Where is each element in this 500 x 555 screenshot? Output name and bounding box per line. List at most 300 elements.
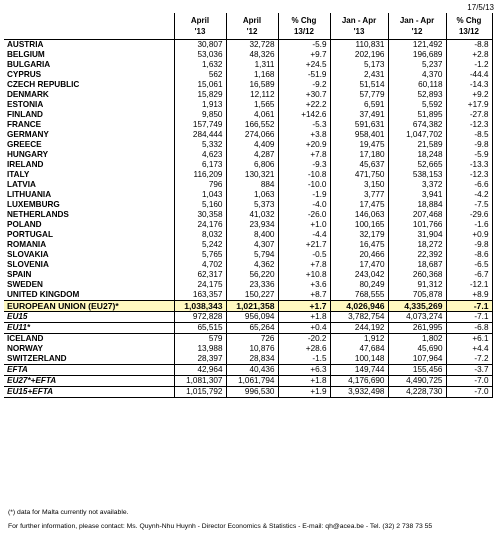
value-cell: 16,475 — [330, 240, 388, 250]
value-cell: -7.0 — [446, 387, 492, 398]
value-cell: 726 — [226, 334, 278, 345]
value-cell: +3.6 — [278, 280, 330, 290]
value-cell: 30,807 — [174, 40, 226, 51]
table-row — [4, 354, 492, 365]
value-cell: 16,589 — [226, 80, 278, 90]
value-cell: 5,237 — [388, 60, 446, 70]
value-cell: 13,988 — [174, 344, 226, 354]
value-cell: 4,073,274 — [388, 312, 446, 323]
value-cell: 1,311 — [226, 60, 278, 70]
value-cell: 15,829 — [174, 90, 226, 100]
value-cell: -10.0 — [278, 180, 330, 190]
value-cell: 65,515 — [174, 323, 226, 334]
header-row-1 — [4, 13, 492, 26]
value-cell: 37,491 — [330, 110, 388, 120]
value-cell: 28,834 — [226, 354, 278, 365]
value-cell: 60,118 — [388, 80, 446, 90]
value-cell: 4,702 — [174, 260, 226, 270]
country-cell: FRANCE — [4, 120, 174, 130]
value-cell: 9,850 — [174, 110, 226, 120]
value-cell: 57,779 — [330, 90, 388, 100]
value-cell: 5,160 — [174, 200, 226, 210]
value-cell: 22,392 — [388, 250, 446, 260]
value-cell: 591,631 — [330, 120, 388, 130]
value-cell: -9.2 — [278, 80, 330, 90]
value-cell: 157,749 — [174, 120, 226, 130]
value-cell: +1.7 — [278, 301, 330, 312]
value-cell: 101,766 — [388, 220, 446, 230]
header-cell: % Chg — [446, 13, 492, 26]
value-cell: -4.2 — [446, 190, 492, 200]
value-cell: +6.3 — [278, 365, 330, 376]
value-cell: 4,623 — [174, 150, 226, 160]
table-row — [4, 270, 492, 280]
value-cell: +8.9 — [446, 290, 492, 301]
value-cell: -5.9 — [278, 40, 330, 51]
table-body — [4, 40, 492, 398]
table-row — [4, 130, 492, 140]
value-cell: 51,895 — [388, 110, 446, 120]
value-cell: 12,112 — [226, 90, 278, 100]
table-row — [4, 190, 492, 200]
value-cell: -4.4 — [278, 230, 330, 240]
value-cell: 284,444 — [174, 130, 226, 140]
header-cell: Jan - Apr — [388, 13, 446, 26]
value-cell: 261,995 — [388, 323, 446, 334]
value-cell: +142.6 — [278, 110, 330, 120]
value-cell: 796 — [174, 180, 226, 190]
value-cell: 3,777 — [330, 190, 388, 200]
value-cell: 3,932,498 — [330, 387, 388, 398]
value-cell: 150,227 — [226, 290, 278, 301]
value-cell: 28,397 — [174, 354, 226, 365]
header-cell — [4, 13, 174, 26]
value-cell: +10.8 — [278, 270, 330, 280]
value-cell: -8.8 — [446, 40, 492, 51]
report-date: 17/5/13 — [467, 3, 494, 12]
value-cell: 538,153 — [388, 170, 446, 180]
table-row — [4, 140, 492, 150]
value-cell: 1,565 — [226, 100, 278, 110]
value-cell: 5,765 — [174, 250, 226, 260]
value-cell: 4,490,725 — [388, 376, 446, 387]
value-cell: 52,893 — [388, 90, 446, 100]
value-cell: -13.3 — [446, 160, 492, 170]
value-cell: -7.1 — [446, 312, 492, 323]
table-row — [4, 376, 492, 387]
value-cell: 1,168 — [226, 70, 278, 80]
value-cell: +7.8 — [278, 150, 330, 160]
value-cell: -14.3 — [446, 80, 492, 90]
value-cell: 4,307 — [226, 240, 278, 250]
table-header — [4, 13, 492, 40]
value-cell: +1.9 — [278, 387, 330, 398]
country-cell: CZECH REPUBLIC — [4, 80, 174, 90]
value-cell: 40,436 — [226, 365, 278, 376]
value-cell: 562 — [174, 70, 226, 80]
value-cell: 1,021,358 — [226, 301, 278, 312]
value-cell: 52,665 — [388, 160, 446, 170]
value-cell: 47,684 — [330, 344, 388, 354]
country-cell: IRELAND — [4, 160, 174, 170]
country-cell: SWEDEN — [4, 280, 174, 290]
value-cell: 23,336 — [226, 280, 278, 290]
value-cell: 4,287 — [226, 150, 278, 160]
value-cell: 91,312 — [388, 280, 446, 290]
value-cell: 4,409 — [226, 140, 278, 150]
value-cell: 3,941 — [388, 190, 446, 200]
country-cell: NETHERLANDS — [4, 210, 174, 220]
country-cell: LITHUANIA — [4, 190, 174, 200]
value-cell: 116,209 — [174, 170, 226, 180]
header-cell: April — [174, 13, 226, 26]
value-cell: 3,782,754 — [330, 312, 388, 323]
table-row — [4, 60, 492, 70]
value-cell: 4,228,730 — [388, 387, 446, 398]
header-cell — [4, 26, 174, 40]
value-cell: +22.2 — [278, 100, 330, 110]
value-cell: 207,468 — [388, 210, 446, 220]
value-cell: 1,038,343 — [174, 301, 226, 312]
country-cell: ESTONIA — [4, 100, 174, 110]
country-cell: BELGIUM — [4, 50, 174, 60]
registrations-table — [4, 13, 493, 398]
value-cell: -29.6 — [446, 210, 492, 220]
value-cell: 274,066 — [226, 130, 278, 140]
value-cell: 5,173 — [330, 60, 388, 70]
value-cell: 100,148 — [330, 354, 388, 365]
value-cell: +0.4 — [278, 323, 330, 334]
country-cell: ROMANIA — [4, 240, 174, 250]
table-row — [4, 301, 492, 312]
value-cell: 6,173 — [174, 160, 226, 170]
header-cell: '13 — [330, 26, 388, 40]
country-cell: EUROPEAN UNION (EU27)* — [4, 301, 174, 312]
header-cell: April — [226, 13, 278, 26]
value-cell: 17,475 — [330, 200, 388, 210]
value-cell: 196,689 — [388, 50, 446, 60]
value-cell: 48,326 — [226, 50, 278, 60]
value-cell: 20,466 — [330, 250, 388, 260]
value-cell: 15,061 — [174, 80, 226, 90]
value-cell: -1.2 — [446, 60, 492, 70]
table-row — [4, 70, 492, 80]
value-cell: -12.1 — [446, 280, 492, 290]
value-cell: 17,470 — [330, 260, 388, 270]
table-row — [4, 312, 492, 323]
country-cell: AUSTRIA — [4, 40, 174, 51]
value-cell: -6.5 — [446, 260, 492, 270]
value-cell: -6.8 — [446, 323, 492, 334]
table-row — [4, 40, 492, 51]
value-cell: -1.9 — [278, 190, 330, 200]
header-cell: '13 — [174, 26, 226, 40]
value-cell: 121,492 — [388, 40, 446, 51]
table-row — [4, 334, 492, 345]
value-cell: -10.8 — [278, 170, 330, 180]
value-cell: 5,794 — [226, 250, 278, 260]
value-cell: 243,042 — [330, 270, 388, 280]
value-cell: 996,530 — [226, 387, 278, 398]
value-cell: 18,272 — [388, 240, 446, 250]
value-cell: 17,180 — [330, 150, 388, 160]
value-cell: 705,878 — [388, 290, 446, 301]
value-cell: +2.8 — [446, 50, 492, 60]
value-cell: 42,964 — [174, 365, 226, 376]
value-cell: 10,876 — [226, 344, 278, 354]
value-cell: -12.3 — [446, 170, 492, 180]
value-cell: -3.7 — [446, 365, 492, 376]
country-cell: HUNGARY — [4, 150, 174, 160]
value-cell: -5.3 — [278, 120, 330, 130]
value-cell: 5,242 — [174, 240, 226, 250]
table-row — [4, 210, 492, 220]
header-cell: '12 — [388, 26, 446, 40]
value-cell: 6,591 — [330, 100, 388, 110]
value-cell: 45,637 — [330, 160, 388, 170]
value-cell: 2,431 — [330, 70, 388, 80]
value-cell: -9.3 — [278, 160, 330, 170]
value-cell: 107,964 — [388, 354, 446, 365]
table-row — [4, 344, 492, 354]
value-cell: 884 — [226, 180, 278, 190]
country-cell: GREECE — [4, 140, 174, 150]
value-cell: -9.8 — [446, 240, 492, 250]
value-cell: 62,317 — [174, 270, 226, 280]
value-cell: -7.5 — [446, 200, 492, 210]
value-cell: 130,321 — [226, 170, 278, 180]
header-cell: Jan - Apr — [330, 13, 388, 26]
value-cell: +7.8 — [278, 260, 330, 270]
header-cell: '12 — [226, 26, 278, 40]
value-cell: +0.9 — [446, 230, 492, 240]
table-row — [4, 150, 492, 160]
value-cell: +1.0 — [278, 220, 330, 230]
table-row — [4, 280, 492, 290]
malta-note: (*) data for Malta currently not available. — [8, 509, 129, 516]
value-cell: 972,828 — [174, 312, 226, 323]
value-cell: 53,036 — [174, 50, 226, 60]
value-cell: 1,063 — [226, 190, 278, 200]
table-row — [4, 170, 492, 180]
value-cell: 768,555 — [330, 290, 388, 301]
value-cell: 51,514 — [330, 80, 388, 90]
value-cell: 166,552 — [226, 120, 278, 130]
value-cell: 18,687 — [388, 260, 446, 270]
contact-note: For further information, please contact: Ms. Quynh-Nhu Huynh - Director Economics & Statistics - E-mail: qh@acea.be - Tel. (32) 2 738 73 55 — [8, 523, 433, 530]
value-cell: 80,249 — [330, 280, 388, 290]
value-cell: +1.8 — [278, 376, 330, 387]
value-cell: 65,264 — [226, 323, 278, 334]
value-cell: 3,372 — [388, 180, 446, 190]
table-row — [4, 80, 492, 90]
value-cell: 163,357 — [174, 290, 226, 301]
value-cell: 56,220 — [226, 270, 278, 280]
table-row — [4, 160, 492, 170]
value-cell: 19,475 — [330, 140, 388, 150]
value-cell: +8.7 — [278, 290, 330, 301]
country-cell: EU15 — [4, 312, 174, 323]
value-cell: 18,248 — [388, 150, 446, 160]
value-cell: 5,373 — [226, 200, 278, 210]
value-cell: 100,165 — [330, 220, 388, 230]
value-cell: 8,032 — [174, 230, 226, 240]
value-cell: 146,063 — [330, 210, 388, 220]
table-row — [4, 260, 492, 270]
table-row — [4, 100, 492, 110]
value-cell: 471,750 — [330, 170, 388, 180]
value-cell: 31,904 — [388, 230, 446, 240]
country-cell: EU11* — [4, 323, 174, 334]
value-cell: 3,150 — [330, 180, 388, 190]
value-cell: 956,094 — [226, 312, 278, 323]
value-cell: -44.4 — [446, 70, 492, 80]
value-cell: +1.8 — [278, 312, 330, 323]
country-cell: CYPRUS — [4, 70, 174, 80]
country-cell: BULGARIA — [4, 60, 174, 70]
value-cell: +9.7 — [278, 50, 330, 60]
header-cell: 13/12 — [278, 26, 330, 40]
value-cell: 5,592 — [388, 100, 446, 110]
value-cell: -8.6 — [446, 250, 492, 260]
table-row — [4, 230, 492, 240]
value-cell: -7.2 — [446, 354, 492, 365]
value-cell: 8,400 — [226, 230, 278, 240]
table-row — [4, 200, 492, 210]
country-cell: NORWAY — [4, 344, 174, 354]
table-row — [4, 250, 492, 260]
header-row-2 — [4, 26, 492, 40]
value-cell: 4,176,690 — [330, 376, 388, 387]
value-cell: +24.5 — [278, 60, 330, 70]
table-row — [4, 323, 492, 334]
value-cell: 21,589 — [388, 140, 446, 150]
table-row — [4, 50, 492, 60]
country-cell: EU27*+EFTA — [4, 376, 174, 387]
value-cell: +3.8 — [278, 130, 330, 140]
value-cell: 32,179 — [330, 230, 388, 240]
value-cell: 4,061 — [226, 110, 278, 120]
table-row — [4, 90, 492, 100]
value-cell: +28.6 — [278, 344, 330, 354]
value-cell: 24,175 — [174, 280, 226, 290]
table-row — [4, 387, 492, 398]
value-cell: 45,690 — [388, 344, 446, 354]
value-cell: -1.6 — [446, 220, 492, 230]
value-cell: 244,192 — [330, 323, 388, 334]
value-cell: 958,401 — [330, 130, 388, 140]
value-cell: -5.9 — [446, 150, 492, 160]
header-cell: 13/12 — [446, 26, 492, 40]
value-cell: -4.0 — [278, 200, 330, 210]
country-cell: DENMARK — [4, 90, 174, 100]
value-cell: -7.1 — [446, 301, 492, 312]
table-row — [4, 290, 492, 301]
value-cell: -26.0 — [278, 210, 330, 220]
table-row — [4, 120, 492, 130]
value-cell: +9.2 — [446, 90, 492, 100]
value-cell: 1,081,307 — [174, 376, 226, 387]
value-cell: 4,335,269 — [388, 301, 446, 312]
value-cell: -20.2 — [278, 334, 330, 345]
country-cell: UNITED KINGDOM — [4, 290, 174, 301]
value-cell: +4.4 — [446, 344, 492, 354]
value-cell: 1,015,792 — [174, 387, 226, 398]
value-cell: -0.5 — [278, 250, 330, 260]
country-cell: SWITZERLAND — [4, 354, 174, 365]
value-cell: +30.7 — [278, 90, 330, 100]
value-cell: 23,934 — [226, 220, 278, 230]
country-cell: EFTA — [4, 365, 174, 376]
table-row — [4, 110, 492, 120]
value-cell: 1,043 — [174, 190, 226, 200]
value-cell: -1.5 — [278, 354, 330, 365]
value-cell: 4,370 — [388, 70, 446, 80]
value-cell: 674,382 — [388, 120, 446, 130]
value-cell: 110,831 — [330, 40, 388, 51]
table-row — [4, 240, 492, 250]
value-cell: 1,912 — [330, 334, 388, 345]
footnotes — [8, 508, 432, 531]
value-cell: 1,802 — [388, 334, 446, 345]
value-cell: 149,744 — [330, 365, 388, 376]
country-cell: FINLAND — [4, 110, 174, 120]
value-cell: -7.0 — [446, 376, 492, 387]
country-cell: SPAIN — [4, 270, 174, 280]
country-cell: ITALY — [4, 170, 174, 180]
value-cell: -51.9 — [278, 70, 330, 80]
header-cell: % Chg — [278, 13, 330, 26]
country-cell: SLOVAKIA — [4, 250, 174, 260]
value-cell: 41,032 — [226, 210, 278, 220]
table-row — [4, 365, 492, 376]
value-cell: 4,362 — [226, 260, 278, 270]
value-cell: 579 — [174, 334, 226, 345]
value-cell: 1,913 — [174, 100, 226, 110]
value-cell: 32,728 — [226, 40, 278, 51]
value-cell: -12.3 — [446, 120, 492, 130]
country-cell: LUXEMBURG — [4, 200, 174, 210]
value-cell: -27.8 — [446, 110, 492, 120]
value-cell: 155,456 — [388, 365, 446, 376]
value-cell: 30,358 — [174, 210, 226, 220]
value-cell: 202,196 — [330, 50, 388, 60]
value-cell: 5,332 — [174, 140, 226, 150]
value-cell: 4,026,946 — [330, 301, 388, 312]
value-cell: 24,176 — [174, 220, 226, 230]
country-cell: SLOVENIA — [4, 260, 174, 270]
value-cell: +6.1 — [446, 334, 492, 345]
country-cell: GERMANY — [4, 130, 174, 140]
value-cell: -6.7 — [446, 270, 492, 280]
value-cell: -6.6 — [446, 180, 492, 190]
country-cell: EU15+EFTA — [4, 387, 174, 398]
value-cell: 18,884 — [388, 200, 446, 210]
value-cell: -9.8 — [446, 140, 492, 150]
value-cell: +20.9 — [278, 140, 330, 150]
country-cell: POLAND — [4, 220, 174, 230]
table-row — [4, 220, 492, 230]
country-cell: PORTUGAL — [4, 230, 174, 240]
value-cell: 1,047,702 — [388, 130, 446, 140]
value-cell: +21.7 — [278, 240, 330, 250]
value-cell: 260,368 — [388, 270, 446, 280]
country-cell: LATVIA — [4, 180, 174, 190]
value-cell: +17.9 — [446, 100, 492, 110]
value-cell: 6,806 — [226, 160, 278, 170]
value-cell: 1,632 — [174, 60, 226, 70]
country-cell: ICELAND — [4, 334, 174, 345]
